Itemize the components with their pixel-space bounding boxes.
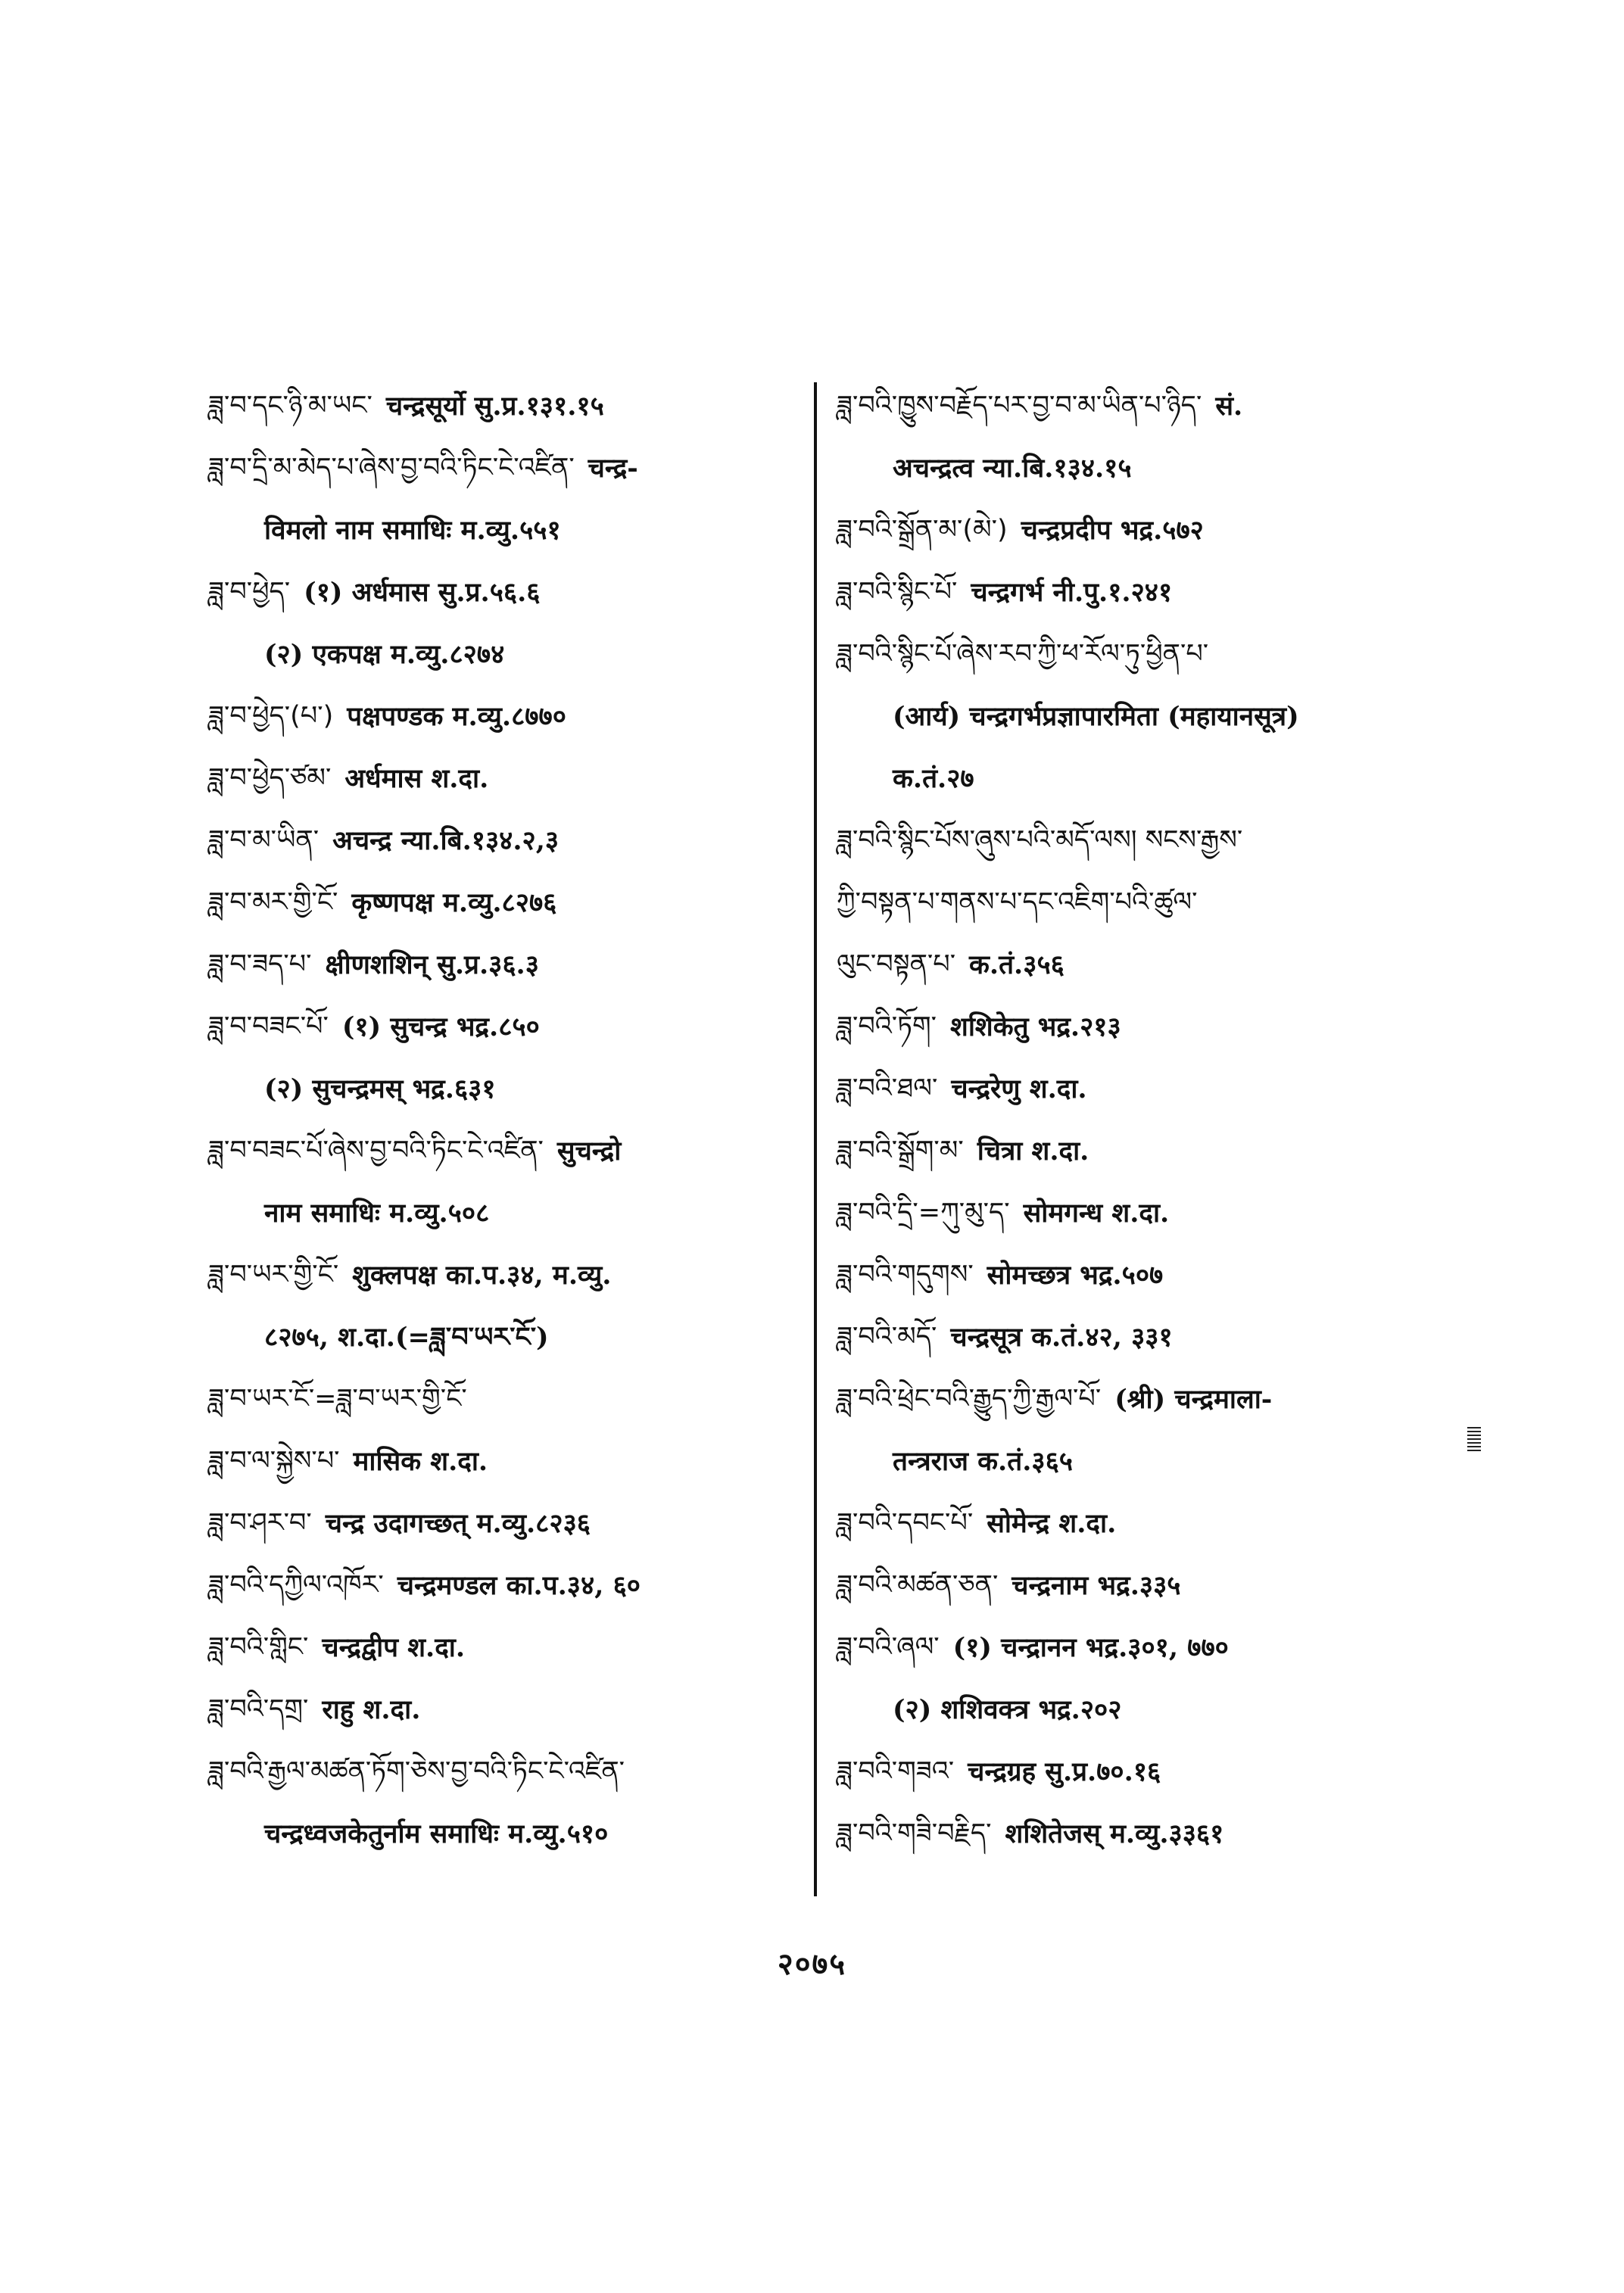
entry-continuation (837, 933, 1457, 995)
tibetan-term: ཟླ་བའི་གདུགས་ (837, 1259, 974, 1290)
sanskrit-gloss: चन्द्रग्रह सु.प्र.७०.१६ (968, 1756, 1161, 1787)
tibetan-term: ཟླ་བ་མར་གྱི་ངོ་ (208, 886, 338, 918)
entry-continuation (208, 1802, 806, 1865)
tibetan-term: ཟླ་བའི་སྙིང་པོས་ཞུས་པའི་མདོ་ལས། སངས་རྒྱས་ (837, 824, 1243, 855)
entry-continuation (837, 1678, 1457, 1740)
tibetan-term: ཟླ་བའི་གཟི་བརྗིད་ (837, 1818, 992, 1849)
entry-continuation (208, 499, 806, 561)
entry-headline (208, 375, 806, 437)
dictionary-entry (837, 1120, 1457, 1182)
tibetan-term: ཟླ་བའི་དགྲ་ (208, 1693, 309, 1724)
tibetan-term: ཟླ་བའི་སྒྲོག་མ་ (837, 1135, 964, 1166)
tibetan-term: ཟླ་བའི་དབང་པོ་ (837, 1507, 974, 1538)
entry-headline (208, 1368, 806, 1430)
entry-continuation (837, 747, 1457, 809)
dictionary-entry (208, 375, 806, 437)
dictionary-entry (208, 685, 806, 747)
entry-continuation (208, 1306, 806, 1368)
entry-headline (208, 809, 806, 871)
dictionary-entry (208, 1616, 806, 1678)
tibetan-term: ཟླ་བ་ཕྱེད་ཙམ་ (208, 762, 332, 793)
entry-headline (837, 1368, 1457, 1430)
sanskrit-gloss: मासिक श.दा. (353, 1445, 488, 1477)
left-column (208, 375, 806, 1865)
sanskrit-gloss: (२) सुचन्द्रमस् भद्र.६३१ (264, 1073, 496, 1104)
sanskrit-gloss: चन्द्र- (588, 452, 638, 484)
sanskrit-gloss: पक्षपण्डक म.व्यु.८७७० (347, 700, 566, 732)
sanskrit-gloss: चन्द्रप्रदीप भद्र.५७२ (1021, 514, 1204, 546)
dictionary-entry (837, 375, 1457, 499)
dictionary-entry (208, 871, 806, 933)
entry-headline (837, 375, 1457, 437)
entry-headline (837, 1120, 1457, 1182)
entry-headline (208, 1430, 806, 1492)
dictionary-entry (837, 1306, 1457, 1368)
entry-headline (208, 933, 806, 995)
entry-headline (837, 1740, 1457, 1802)
tibetan-term: ཟླ་བའི་སྙིང་པོ་ (837, 576, 958, 607)
sanskrit-gloss: शुक्लपक्ष का.प.३४, म.व्यु. (352, 1259, 612, 1291)
dictionary-entry (837, 1554, 1457, 1616)
tibetan-term: ཟླ་བ་དང་ཉི་མ་ཡང་ (208, 390, 372, 421)
entry-headline (837, 1306, 1457, 1368)
sanskrit-gloss: विमलो नाम समाधिः म.व्यु.५५१ (264, 514, 561, 546)
tibetan-term: ཟླ་བའི་ཞལ་ (837, 1631, 940, 1662)
sanskrit-gloss: (१) अर्धमास सु.प्र.५६.६ (304, 576, 541, 608)
entry-headline (208, 1554, 806, 1616)
dictionary-entry (837, 1492, 1457, 1554)
tibetan-term: ཟླ་བ་ཕྱེད་(པ་) (208, 700, 334, 731)
sanskrit-gloss: चन्द्रद्वीप श.दा. (322, 1631, 466, 1663)
entry-headline (208, 1244, 806, 1306)
page-number: २०७५ (777, 1946, 847, 1982)
sanskrit-gloss: अचन्द्र न्या.बि.१३४.२,३ (332, 824, 560, 856)
tibetan-term: ཀྱི་བསྟན་པ་གནས་པ་དང་འཇིག་པའི་ཚུལ་ (837, 886, 1198, 918)
entry-headline (837, 995, 1457, 1058)
tibetan-term: ཟླ་བའི་མདོ་ (837, 1321, 937, 1352)
sanskrit-gloss: चन्द्ररेणु श.दा. (951, 1073, 1087, 1104)
tibetan-term: ཟླ་བའི་མཚན་ཅན་ (837, 1569, 999, 1600)
entry-continuation (837, 1430, 1457, 1492)
dictionary-entry (208, 1430, 806, 1492)
dictionary-entry (208, 1120, 806, 1244)
dictionary-entry (837, 499, 1457, 561)
entry-headline (208, 1740, 806, 1802)
entry-headline (837, 1802, 1457, 1865)
sanskrit-gloss: अचन्द्रत्व न्या.बि.१३४.१५ (893, 452, 1132, 484)
tibetan-term: ཟླ་བའི་ཏོག་ (837, 1011, 937, 1042)
sanskrit-gloss: कृष्णपक्ष म.व्यु.८२७६ (351, 886, 557, 918)
tibetan-term: ཟླ་བའི་གཟའ་ (837, 1756, 955, 1787)
sanskrit-gloss: क.तं.३५६ (969, 949, 1064, 980)
dictionary-entry (837, 995, 1457, 1058)
tibetan-term: ཟླ་བ་དྲི་མ་མེད་པ་ཞེས་བྱ་བའི་ཏིང་ངེ་འཛིན་ (208, 452, 575, 483)
sanskrit-gloss: (आर्य) चन्द्रगर्भप्रज्ञापारमिता (महायानसूत्र) (893, 700, 1299, 732)
entry-headline (208, 1616, 806, 1678)
entry-headline (837, 809, 1457, 871)
sanskrit-gloss: सुचन्द्रो (556, 1135, 622, 1167)
sanskrit-gloss: ८२७५, श.दा.(=ཟླ་བ་ཡར་ངོ་) (264, 1321, 549, 1353)
tibetan-term: ཟླ་བའི་དཀྱིལ་འཁོར་ (208, 1569, 384, 1600)
sanskrit-gloss: शशिकेतु भद्र.२१३ (950, 1011, 1121, 1042)
tibetan-term: ཟླ་བའི་གླིང་ (208, 1631, 309, 1662)
sanskrit-gloss: सं. (1215, 390, 1243, 422)
tibetan-term: ལུང་བསྟན་པ་ (837, 949, 956, 980)
sanskrit-gloss: (२) शशिवक्त्र भद्र.२०२ (893, 1693, 1122, 1725)
tibetan-term: ཟླ་བ་ཡར་ངོ་=ཟླ་བ་ཡར་གྱི་ངོ་ (208, 1383, 467, 1414)
sanskrit-gloss: तन्त्रराज क.तं.३६५ (893, 1445, 1073, 1477)
dictionary-entry (837, 1058, 1457, 1120)
sanskrit-gloss: सोमच्छत्र भद्र.५०७ (987, 1259, 1164, 1291)
sanskrit-gloss: (श्री) चन्द्रमाला- (1114, 1383, 1273, 1415)
dictionary-entry (208, 1740, 806, 1865)
sanskrit-gloss: सोमेन्द्र श.दा. (987, 1507, 1117, 1539)
entry-headline (837, 1492, 1457, 1554)
sanskrit-gloss: क.तं.२७ (893, 762, 974, 794)
sanskrit-gloss: चन्द्रमण्डल का.प.३४, ६० (397, 1569, 641, 1601)
dictionary-entry (208, 1368, 806, 1430)
dictionary-entry (208, 437, 806, 561)
dictionary-entry (837, 1182, 1457, 1244)
entry-continuation (208, 623, 806, 685)
tibetan-term: ཟླ་བ་ལ་སྐྱེས་པ་ (208, 1445, 340, 1476)
dictionary-entry (208, 747, 806, 809)
tibetan-term: ཟླ་བའི་ཐལ་ (837, 1073, 938, 1104)
entry-headline (208, 1492, 806, 1554)
entry-headline (837, 1244, 1457, 1306)
entry-headline (837, 1182, 1457, 1244)
sanskrit-gloss: नाम समाधिः म.व्यु.५०८ (264, 1197, 490, 1229)
tibetan-term: ཟླ་བའི་སྙིང་པོ་ཞེས་རབ་ཀྱི་ཕ་རོལ་ཏུ་ཕྱིན་པ་ (837, 638, 1209, 669)
dictionary-entry (208, 1554, 806, 1616)
dictionary-entry (837, 623, 1457, 809)
entry-headline (837, 623, 1457, 685)
tibetan-term: ཟླ་བའི་ཕྲེང་བའི་རྒྱུད་ཀྱི་རྒྱལ་པོ་ (837, 1383, 1102, 1414)
dictionary-entry (208, 809, 806, 871)
sanskrit-gloss: चन्द्रध्वजकेतुर्नाम समाधिः म.व्यु.५१० (264, 1818, 609, 1849)
tibetan-term: ཟླ་བའི་དྲི་=ཀུ་མུ་ད་ (837, 1197, 1010, 1228)
dictionary-entry (208, 561, 806, 685)
tibetan-term: ཟླ་བ་ཡར་གྱི་ངོ་ (208, 1259, 339, 1290)
dictionary-entry (837, 1244, 1457, 1306)
entry-headline (208, 685, 806, 747)
sanskrit-gloss: चन्द्रनाम भद्र.३३५ (1011, 1569, 1181, 1601)
tibetan-term: ཟླ་བ་བཟང་པོ་ (208, 1011, 329, 1042)
entry-headline (837, 1616, 1457, 1678)
dictionary-entry (837, 561, 1457, 623)
entry-continuation (208, 1182, 806, 1244)
tibetan-term: ཟླ་བ་ཤར་བ་ (208, 1507, 312, 1538)
entry-headline (208, 995, 806, 1058)
sanskrit-gloss: (१) सुचन्द्र भद्र.८५० (341, 1011, 540, 1042)
entry-headline (208, 437, 806, 499)
tibetan-term: ཟླ་བ་བཟང་པོ་ཞེས་བྱ་བའི་ཏིང་ངེ་འཛིན་ (208, 1135, 544, 1166)
sanskrit-gloss: चन्द्रगर्भ नी.पु.१.२४१ (971, 576, 1173, 608)
dictionary-entry (208, 933, 806, 995)
tibetan-term: ཟླ་བའི་སྒྲོན་མ་(མེ་) (837, 514, 1008, 545)
tibetan-term: ཟླ་བའི་རྒྱལ་མཚན་ཏོག་ཅེས་བྱ་བའི་ཏིང་ངེ་འཛིན་ (208, 1756, 625, 1787)
tibetan-term: ཟླ་བ་ཟད་པ་ (208, 949, 312, 980)
dictionary-entry (837, 1368, 1457, 1492)
sanskrit-gloss: (२) एकपक्ष म.व्यु.८२७४ (264, 638, 505, 670)
entry-headline (208, 561, 806, 623)
dictionary-entry (837, 1616, 1457, 1740)
entry-continuation (837, 685, 1457, 747)
sanskrit-gloss: चन्द्र उदागच्छत् म.व्यु.८२३६ (325, 1507, 591, 1539)
dictionary-entry (208, 995, 806, 1120)
entry-headline (837, 561, 1457, 623)
entry-continuation (837, 437, 1457, 499)
entry-headline (837, 1058, 1457, 1120)
sanskrit-gloss: सोमगन्ध श.दा. (1023, 1197, 1170, 1229)
entry-continuation (208, 1058, 806, 1120)
dictionary-entry (208, 1244, 806, 1368)
sanskrit-gloss: राहु श.दा. (322, 1693, 421, 1725)
column-divider (814, 382, 817, 1896)
entry-headline (208, 1678, 806, 1740)
dictionary-entry (837, 1802, 1457, 1865)
entry-headline (837, 499, 1457, 561)
entry-headline (208, 1120, 806, 1182)
sanskrit-gloss: (१) चन्द्रानन भद्र.३०१, ७७० (952, 1631, 1229, 1663)
entry-headline (837, 1554, 1457, 1616)
sanskrit-gloss: चन्द्रसूर्यो सु.प्र.१३१.१५ (385, 390, 604, 422)
right-column (837, 375, 1457, 1865)
margin-tick-mark (1467, 1427, 1481, 1453)
sanskrit-gloss: चित्रा श.दा. (977, 1135, 1089, 1167)
dictionary-entry (208, 1678, 806, 1740)
entry-continuation (837, 871, 1457, 933)
tibetan-term: ཟླ་བ་ཕྱེད་ (208, 576, 291, 607)
dictionary-entry (837, 809, 1457, 995)
sanskrit-gloss: अर्धमास श.दा. (344, 762, 489, 794)
tibetan-term: ཟླ་བ་མ་ཡིན་ (208, 824, 320, 855)
tibetan-term: ཟླ་བའི་ཁྱུས་བརྗོད་པར་བྱ་བ་མ་ཡིན་པ་ཉིད་ (837, 390, 1202, 421)
sanskrit-gloss: क्षीणशशिन् सु.प्र.३६.३ (325, 949, 539, 980)
entry-headline (208, 871, 806, 933)
sanskrit-gloss: शशितेजस् म.व्यु.३३६१ (1005, 1818, 1224, 1849)
sanskrit-gloss: चन्द्रसूत्र क.तं.४२, ३३१ (950, 1321, 1173, 1353)
entry-headline (208, 747, 806, 809)
dictionary-entry (208, 1492, 806, 1554)
dictionary-entry (837, 1740, 1457, 1802)
